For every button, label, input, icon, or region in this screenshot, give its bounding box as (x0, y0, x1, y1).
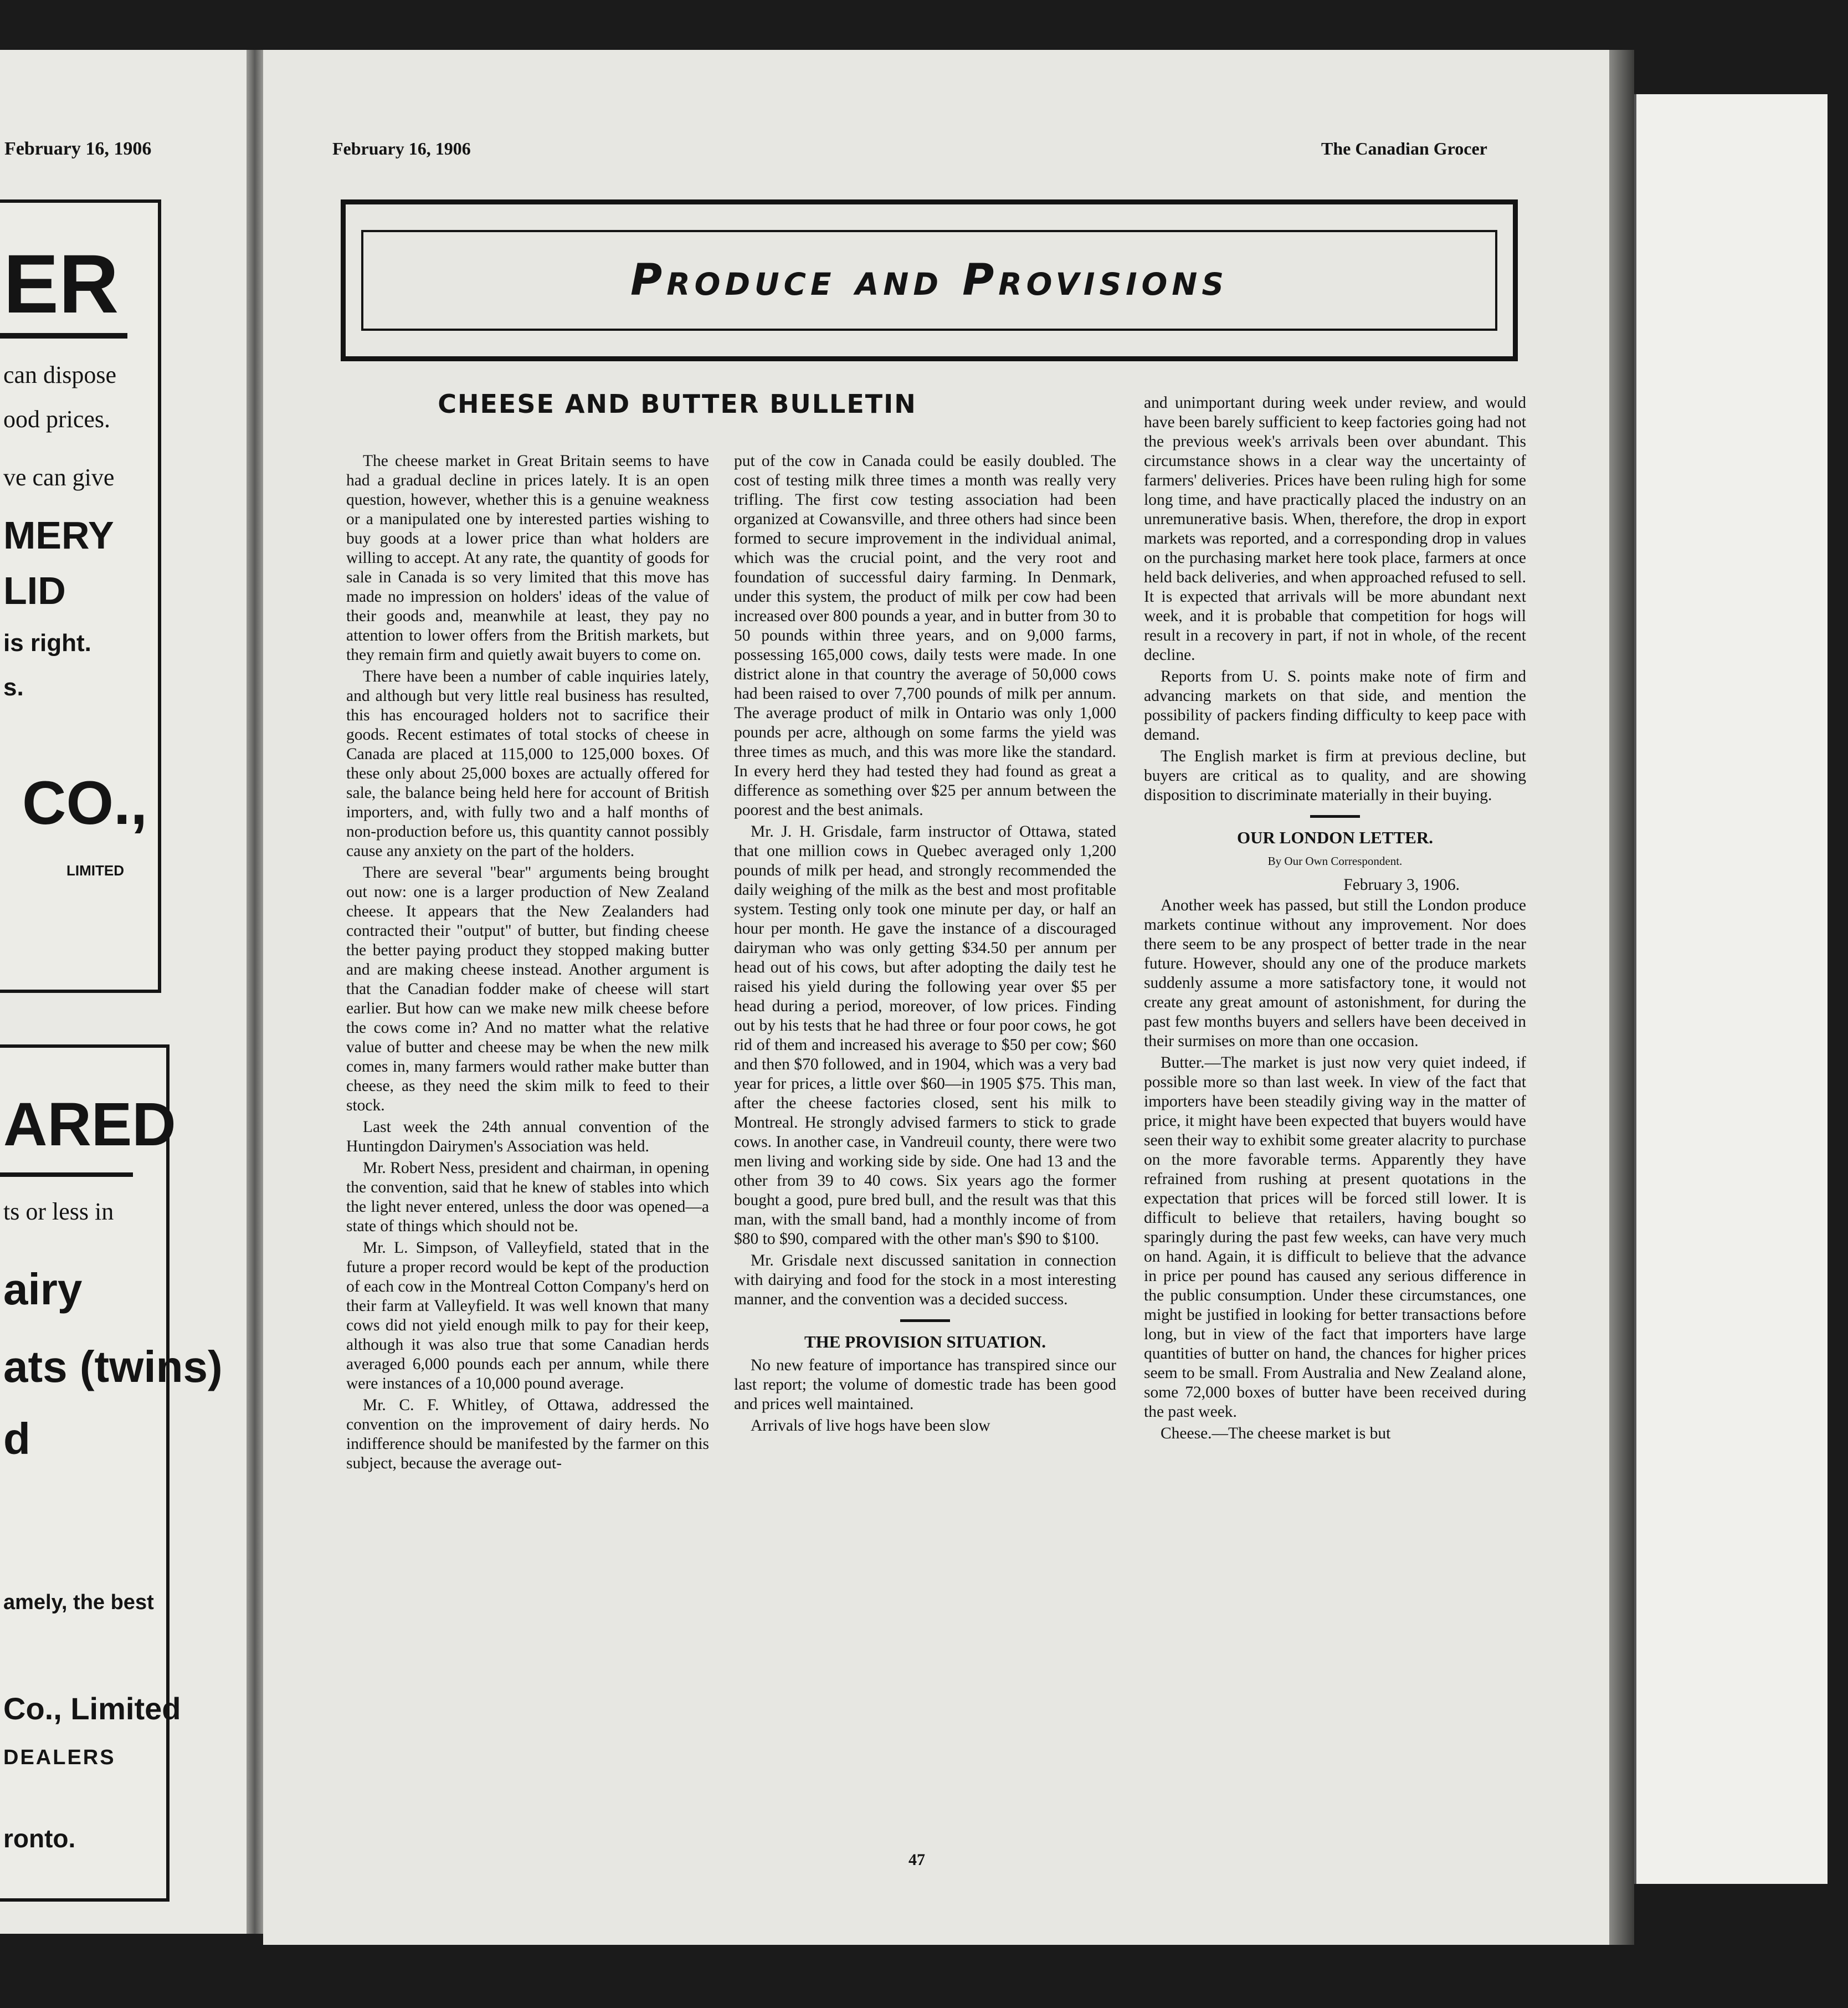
paragraph: Reports from U. S. points make note of firm and advancing markets on that side, and mention the possibility of packers finding difficulty to keep pace with demand. (1144, 668, 1526, 744)
ad-line: d (3, 1414, 30, 1463)
ad-company: CO., (22, 769, 148, 837)
paragraph: put of the cow in Canada could be easily doubled. The cost of testing milk three times a month was really very trifling. The first cow testing association had been organized at Cowansville, and three others had since been formed to secure improvement in the individual animal, which was the crucial point, and the very root and foundation of successful dairy farming. In Denmark, under this system, the product of milk per cow had been increased over 800 pounds a year, and in butter from 30 to 50 pounds within three years, and on 9,000 farms, possessing 165,000 cows, daily tests were made. In one district alone in that country the average of 50,000 cows had been raised to over 7,700 pounds of milk per annum. The average product of milk in Ontario was only 1,000 pounds per acre, although on some farms the yield was three times as much, and this was more like the standard. In every herd they had tested they had found as great a difference as something over $25 per annum between the poorest and the best animals. (734, 452, 1116, 819)
paragraph: Mr. J. H. Grisdale, farm instructor of Ottawa, stated that one million cows in Quebec averaged only 1,200 pounds of milk per head, and strongly recommended the daily weighing of the milk as the best and most profitable system. Testing only took one minute per day, or half an hour per month. He gave the instance of a discouraged dairyman who was only getting $34.50 per annum per head out of his cows, but after adopting the daily test he raised his yield during the following year over $5 per head during a period, moreover, of low prices. Finding out by his tests that he had three or four poor cows, he got rid of them and increased his average to $50 per cow; $60 and then $70 followed, and in 1904, which was a very bad year for prices, a little over $60—in 1905 $75. This man, after the cheese factories closed, sent his milk to Montreal. He strongly advised farmers to stick to grade cows. In another case, in Vandreuil county, there were two men living and working side by side. One had 13 and the other from 39 to 40 cows. Six years ago the former bought a good, pure bred bull, and the result was that this man, with the small band, had a monthly income of from $80 to $90, compared with the other man's $90 to $100. (734, 823, 1116, 1248)
section-banner (341, 199, 1518, 361)
paragraph: Arrivals of live hogs have been slow (751, 1417, 990, 1435)
provision-situation-heading: THE PROVISION SITUATION. (804, 1332, 1046, 1351)
paragraph: Cheese.—The cheese market is but (1161, 1425, 1391, 1442)
paragraph: Mr. Robert Ness, president and chairman, in opening the convention, said that he knew of stables into which the light never entered, unless the door was opened—a state of things which should not be. (346, 1159, 709, 1235)
paragraph: Mr. L. Simpson, of Valleyfield, stated that in the future a proper record would be kept of the production of each cow in the Montreal Cotton Company's herd on their farm at Valleyfield. It was well known that many cows did not yield enough milk to pay for their keep, although it was also true that some Canadian herds averaged 6,000 pounds each per annum, while there were instances of a 10,000 pound average. (346, 1239, 709, 1392)
ad-big-letters: ER (3, 237, 119, 330)
section-banner-inner (361, 230, 1497, 331)
paragraph: Last week the 24th annual convention of the Huntingdon Dairymen's Association was held. (346, 1118, 709, 1155)
ad-big-letters: ARED (3, 1090, 176, 1159)
ad-line: s. (3, 674, 24, 701)
ad-line: MERY (3, 514, 114, 557)
ad-line: ood prices. (3, 406, 111, 433)
ad-line: ve can give (3, 464, 115, 491)
paragraph: Mr. C. F. Whitley, of Ottawa, addressed the convention on the improvement of dairy herds. No indifference should be manifested by the farmer on this subject, because the average out- (346, 1396, 709, 1472)
paragraph: Mr. Grisdale next discussed sanitation in connection with dairying and food for the stock in a most interesting manner, and the convention was a decided success. (734, 1252, 1116, 1308)
book-edge (1609, 50, 1634, 1945)
left-page-date: February 16, 1906 (4, 139, 152, 159)
article-column-1 (346, 452, 709, 1476)
header-date: February 16, 1906 (332, 139, 471, 158)
book-gutter (247, 50, 263, 1934)
advertisement-top (0, 199, 161, 993)
ad-line: LID (3, 569, 66, 612)
advertisement-bottom (0, 1044, 223, 1902)
paragraph: The English market is firm at previous decline, but buyers are critical as to quality, and are showing disposition to discriminate materially in their buying. (1144, 747, 1526, 804)
ad-line: ats (twins) (3, 1342, 223, 1391)
article-headline: CHEESE AND BUTTER BULLETIN (438, 389, 917, 419)
ad-rule (0, 1172, 133, 1177)
london-letter-heading: OUR LONDON LETTER. (1237, 828, 1433, 847)
ad-line: amely, the best (3, 1591, 154, 1614)
paragraph: and unimportant during week under review, and would have been barely sufficient to keep factories going had not the previous week's arrivals been over abundant. This circumstance shows in a clear way the uncertainty of farmers' deliveries. Prices have been ruling high for some long time, and have practically placed the industry on an unremunerative basis. When, therefore, the drop in export markets was reported, and a corresponding drop in values on the purchasing market here took place, farmers at once held back deliveries, and when approached refused to sell. It is expected that arrivals will be more abundant next week, and it is probable that competition for hogs will result in a recovery in part, if not in whole, of the recent decline. (1144, 394, 1526, 664)
ad-line: Co., Limited (3, 1691, 181, 1726)
left-page (0, 50, 247, 1934)
paragraph: Butter.—The market is just now very quiet indeed, if possible more so than last week. In view of the fact that importers have been steadily giving way in the matter of price, it might have been expected that buyers would have seen their way to exhibit some greater alacrity to purchase on the more favorable terms. Apparently they have refrained from rushing at present quotations in the expectation that prices will be forced still lower. It is difficult to believe that retailers, having bought so sparingly during the past few weeks, can have very much on hand. Again, it is difficult to believe that the advance in price per pound has caused any serious difference in the public consumption. Under these circumstances, one might be justified in looking for better transactions before long, but in view of the fact that importers have large quantities of butter on hand, the chances for higher prices seem to be small. From Australia and New Zealand alone, some 72,000 boxes of butter have been received during the past week. (1144, 1054, 1526, 1421)
ad-limited: LIMITED (66, 862, 124, 879)
paragraph: There have been a number of cable inquiries lately, and although but very little real business has resulted, this has encouraged holders not to sacrifice their goods. Recent estimates of total stocks of cheese in Canada are placed at 115,000 to 125,000 boxes. Of these only about 25,000 boxes are actually offered for sale, the balance being held here for account of British importers, and, with fully two and a half months of non-production before us, this quantity cannot possibly cause any anxiety on the part of the holders. (346, 668, 709, 860)
header-publication: The Canadian Grocer (1321, 139, 1487, 158)
article-column-3 (1144, 393, 1526, 1446)
article-column-2 (734, 452, 1116, 1438)
paragraph: There are several "bear" arguments being brought out now: one is a larger production of New Zealand cheese. It appears that the New Zealanders had contracted their "output" of butter, but finding cheese the better paying product they stopped making butter and are making cheese instead. Another argument is that the Canadian fodder make of cheese will start earlier. But how can we make new milk cheese before the cows come in? And no matter what the relative value of butter and cheese may be when the new milk comes in, many farmers would rather make butter than cheese, as they need the skim milk to feed to their stock. (346, 864, 709, 1114)
ad-line: ronto. (3, 1824, 76, 1853)
paragraph: No new feature of importance has transpired since our last report; the volume of domestic trade has been good and prices well maintained. (734, 1356, 1116, 1413)
section-divider (900, 1319, 950, 1322)
ad-line: ts or less in (3, 1198, 114, 1225)
ad-rule (0, 333, 127, 339)
ad-line: DEALERS (3, 1746, 116, 1769)
page-number: 47 (908, 1851, 925, 1869)
london-letter-date: February 3, 1906. (1343, 876, 1460, 894)
next-page-edge (1634, 94, 1828, 1884)
ad-line: is right. (3, 629, 91, 657)
section-divider (1310, 815, 1360, 818)
paragraph: Another week has passed, but still the London produce markets continue without any improvement. Nor does there seem to be any prospect of better trade in the near future. However, should any one of the produce markets suddenly assume a more satisfactory tone, it would not create any great amount of astonishment, for during the past few months buyers and sellers have been deceived in their surmises on more than one occasion. (1144, 897, 1526, 1050)
ad-line: can dispose (3, 361, 117, 388)
london-letter-byline: By Our Own Correspondent. (1267, 854, 1403, 868)
section-title: Produce and Provisions (630, 255, 1228, 305)
paragraph: The cheese market in Great Britain seems to have had a gradual decline in prices lately. It is an open question, however, whether this is a genuine weakness or a manipulated one by interested parties wishing to buy goods at a lower price than what holders are willing to accept. At any rate, the quantity of goods for sale in Canada is so very limited that this move has made no impression on holders' ideas of the value of their goods and, meanwhile at least, they pay no attention to lower offers from the British markets, but they remain firm and quietly await buyers to come on. (346, 452, 709, 664)
ad-line: airy (3, 1264, 83, 1314)
